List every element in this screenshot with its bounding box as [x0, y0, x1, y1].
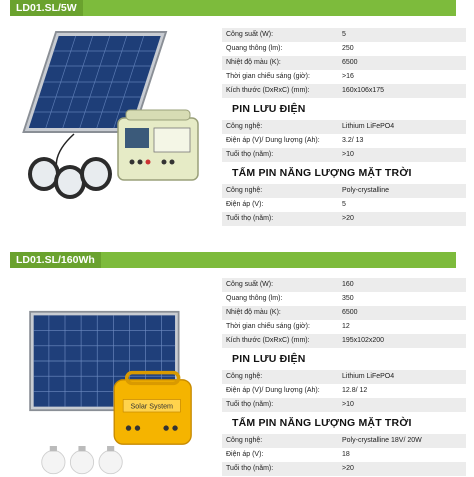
spec-row	[222, 384, 466, 398]
spec-value: Lithium LiFePO4	[342, 373, 395, 380]
spec-value: 5	[342, 201, 346, 208]
spec-label: Tuổi thọ (năm):	[226, 215, 274, 222]
spec-value: Poly-crystalline	[342, 187, 390, 194]
spec-row	[222, 334, 466, 348]
kit-box-label: Solar System	[130, 402, 174, 411]
spec-label: Nhiệt độ màu (K):	[226, 59, 281, 66]
spec-value: 3.2/ 13	[342, 137, 364, 144]
product-image-5w	[14, 22, 214, 212]
panel-section-title: TẤM PIN NĂNG LƯỢNG MẶT TRỜI	[232, 167, 412, 179]
spec-value: 250	[342, 45, 354, 52]
spec-value: >20	[342, 215, 354, 222]
spec-value: >10	[342, 151, 354, 158]
spec-value: 12.8/ 12	[342, 387, 368, 394]
spec-value: 6500	[342, 309, 358, 316]
spec-row	[222, 448, 466, 462]
spec-label: Điện áp (V):	[226, 451, 264, 458]
spec-label: Điện áp (V):	[226, 201, 264, 208]
spec-row	[222, 320, 466, 334]
spec-label: Kích thước (DxRxC) (mm):	[226, 337, 310, 344]
spec-row	[222, 184, 466, 198]
led-bulb-icon	[42, 446, 123, 474]
spec-row	[222, 198, 466, 212]
product-ld01-5w	[0, 0, 474, 236]
spec-row	[222, 292, 466, 306]
spec-row	[222, 56, 466, 70]
spec-label: Công nghệ:	[226, 373, 263, 380]
spec-row	[222, 120, 466, 134]
spec-row	[222, 434, 466, 448]
product-model-title: LD01.SL/5W	[10, 0, 83, 16]
spec-table	[222, 28, 466, 226]
panel-section-title: TẤM PIN NĂNG LƯỢNG MẶT TRỜI	[232, 417, 412, 429]
spec-label: Quang thông (lm):	[226, 45, 283, 52]
spec-value: >16	[342, 73, 354, 80]
spec-row	[222, 28, 466, 42]
spec-label: Công nghệ:	[226, 437, 263, 444]
spec-value: >10	[342, 401, 354, 408]
spec-value: >20	[342, 465, 354, 472]
spec-label: Thời gian chiếu sáng (giờ):	[226, 73, 310, 80]
product-model-title: LD01.SL/160Wh	[10, 252, 101, 268]
battery-section-title: PIN LƯU ĐIỆN	[232, 103, 306, 115]
spec-value: 160	[342, 281, 354, 288]
spec-label: Tuổi thọ (năm):	[226, 465, 274, 472]
spec-value: 350	[342, 295, 354, 302]
spec-row	[222, 398, 466, 412]
spec-value: 18	[342, 451, 350, 458]
spec-value: Lithium LiFePO4	[342, 123, 395, 130]
spec-label: Công suất (W):	[226, 281, 274, 288]
spec-label: Thời gian chiếu sáng (giờ):	[226, 323, 310, 330]
led-bulb-icon	[28, 157, 112, 199]
spec-label: Tuổi thọ (năm):	[226, 151, 274, 158]
spec-label: Tuổi thọ (năm):	[226, 401, 274, 408]
spec-row	[222, 70, 466, 84]
spec-value: 6500	[342, 59, 358, 66]
spec-label: Điện áp (V)/ Dung lượng (Ah):	[226, 137, 320, 144]
spec-label: Công nghệ:	[226, 187, 263, 194]
spec-row	[222, 42, 466, 56]
spec-row	[222, 148, 466, 162]
spec-row	[222, 278, 466, 292]
battery-kit-icon	[114, 373, 191, 445]
spec-row	[222, 212, 466, 226]
spec-label: Công nghệ:	[226, 123, 263, 130]
product-image-160wh	[16, 310, 216, 477]
spec-label: Công suất (W):	[226, 31, 274, 38]
spec-row	[222, 462, 466, 476]
spec-row	[222, 134, 466, 148]
spec-label: Điện áp (V)/ Dung lượng (Ah):	[226, 387, 320, 394]
spec-value: 12	[342, 323, 350, 330]
spec-row	[222, 370, 466, 384]
spec-value: 195x102x200	[342, 337, 385, 344]
spec-label: Nhiệt độ màu (K):	[226, 309, 281, 316]
spec-value: 160x106x175	[342, 87, 385, 94]
spec-label: Quang thông (lm):	[226, 295, 283, 302]
spec-value: 5	[342, 31, 346, 38]
spec-row	[222, 84, 466, 98]
battery-section-title: PIN LƯU ĐIỆN	[232, 353, 306, 365]
product-ld01-160wh	[0, 252, 474, 477]
spec-value: Poly-crystalline 18V/ 20W	[342, 437, 422, 444]
battery-kit-icon	[118, 110, 198, 180]
spec-label: Kích thước (DxRxC) (mm):	[226, 87, 310, 94]
spec-table	[222, 278, 466, 476]
spec-row	[222, 306, 466, 320]
